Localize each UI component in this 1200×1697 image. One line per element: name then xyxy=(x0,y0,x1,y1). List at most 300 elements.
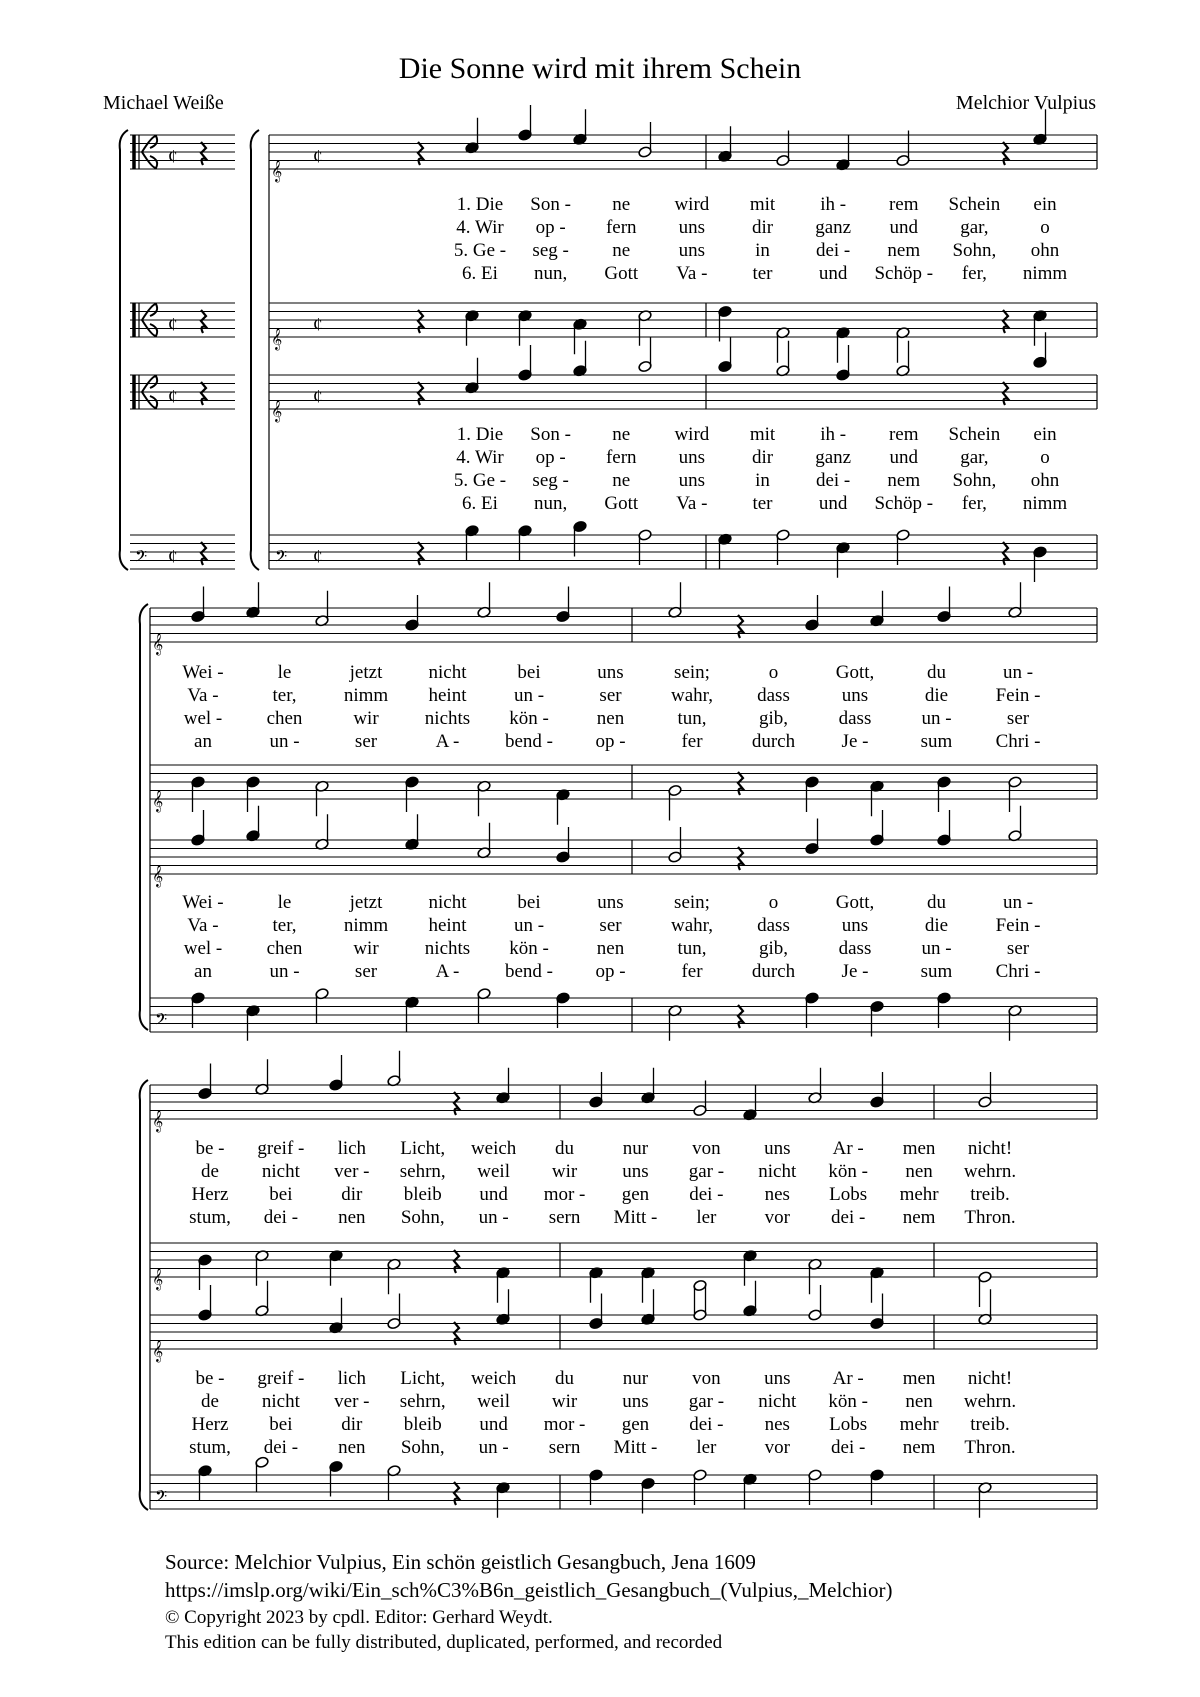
lyric-syllable: dei - xyxy=(831,1207,866,1228)
lyric-syllable: Ar - xyxy=(832,1138,864,1159)
lyric-syllable: sein; xyxy=(674,662,710,683)
lyric-syllable: ne xyxy=(612,194,631,215)
lyric-syllable: nes xyxy=(764,1184,790,1205)
lyric-syllable: in xyxy=(755,470,770,491)
lyric-syllable: ser xyxy=(354,961,378,982)
license-note: This edition can be fully distributed, duplicated, performed, and recorded xyxy=(165,1632,723,1654)
lyric-syllable: in xyxy=(755,240,770,261)
lyric-syllable: sern xyxy=(548,1437,581,1458)
lyric-syllable: Sohn, xyxy=(952,240,997,261)
bass-clef: 𝄢 xyxy=(135,548,148,570)
lyric-syllable: Licht, xyxy=(400,1368,446,1389)
time-signature: ¢ xyxy=(168,546,178,568)
lyric-syllable: dir xyxy=(341,1414,363,1435)
system-bracket xyxy=(140,1080,148,1510)
lyric-syllable: sern xyxy=(548,1207,581,1228)
lyric-syllable: nen xyxy=(338,1207,366,1228)
lyric-syllable: gar - xyxy=(688,1161,725,1182)
lyric-syllable: 1. Die xyxy=(456,424,504,445)
lyric-syllable: dir xyxy=(751,217,774,238)
lyric-syllable: an xyxy=(194,731,212,752)
lyric-syllable: Je - xyxy=(841,731,869,752)
footer xyxy=(165,1548,1165,1656)
lyric-syllable: ser xyxy=(1006,938,1030,959)
lyric-syllable: weich xyxy=(470,1368,517,1389)
lyric-syllable: kön - xyxy=(828,1161,868,1182)
lyric-syllable: wird xyxy=(674,424,710,445)
lyric-syllable: fer xyxy=(681,731,703,752)
lyric-syllable: du xyxy=(555,1368,575,1389)
lyric-syllable: kön - xyxy=(509,938,549,959)
lyric-syllable: ne xyxy=(612,424,631,445)
lyric-syllable: un - xyxy=(478,1207,509,1228)
lyric-syllable: 6. Ei xyxy=(462,493,498,514)
quarter-rest xyxy=(418,382,423,405)
lyric-syllable: nimm xyxy=(1022,493,1068,514)
lyric-syllable: nem xyxy=(902,1437,936,1458)
lyric-syllable: wir xyxy=(353,938,379,959)
lyric-syllable: wehrn. xyxy=(963,1391,1017,1412)
lyric-syllable: und xyxy=(479,1414,508,1435)
lyric-syllable: 6. Ei xyxy=(462,263,498,284)
quarter-rest xyxy=(738,1005,743,1028)
quarter-rest xyxy=(1003,310,1008,333)
lyric-syllable: heint xyxy=(428,685,467,706)
lyric-syllable: die xyxy=(924,685,949,706)
lyric-syllable: ser xyxy=(354,731,378,752)
lyric-syllable: op - xyxy=(535,217,566,238)
time-signature: ¢ xyxy=(168,146,178,168)
lyric-syllable: nicht xyxy=(428,662,467,683)
lyric-syllable: nen xyxy=(596,708,625,729)
lyric-syllable: Schöp - xyxy=(874,263,934,284)
lyric-syllable: durch xyxy=(751,731,796,752)
lyric-syllable: wir xyxy=(551,1161,578,1182)
lyric-syllable: bei xyxy=(269,1184,293,1205)
lyric-syllable: dass xyxy=(757,915,790,936)
source-note: Source: Melchior Vulpius, Ein schön geistlich Gesangbuch, Jena 1609 xyxy=(165,1550,756,1574)
quarter-rest xyxy=(201,382,206,405)
lyric-syllable: rem xyxy=(888,424,919,445)
lyric-syllable: wehrn. xyxy=(963,1161,1017,1182)
lyric-syllable: nem xyxy=(887,470,921,491)
lyric-syllable: fer, xyxy=(961,493,987,514)
lyric-syllable: op - xyxy=(595,731,626,752)
lyric-syllable: dass xyxy=(838,938,872,959)
lyric-syllable: uns xyxy=(597,892,624,913)
lyric-syllable: nicht! xyxy=(967,1138,1013,1159)
lyric-syllable: von xyxy=(692,1368,721,1389)
lyric-syllable: du xyxy=(555,1138,575,1159)
lyric-syllable: ser xyxy=(599,915,622,936)
lyric-syllable: lich xyxy=(337,1138,367,1159)
lyric-syllable: Chri - xyxy=(995,731,1041,752)
lyric-syllable: dei - xyxy=(815,240,851,261)
lyric-syllable: o xyxy=(1040,217,1050,238)
quarter-rest xyxy=(201,310,206,333)
time-signature: ¢ xyxy=(168,314,178,336)
quarter-rest xyxy=(418,542,423,565)
lyric-syllable: Son - xyxy=(530,424,571,445)
lyric-syllable: A - xyxy=(435,961,460,982)
lyric-syllable: ter xyxy=(752,493,773,514)
lyric-syllable: uns xyxy=(622,1161,649,1182)
system-bracket xyxy=(120,130,128,570)
lyric-syllable: wel - xyxy=(183,708,223,729)
lyric-syllable: Son - xyxy=(530,194,571,215)
lyric-syllable: Gott, xyxy=(835,892,875,913)
lyric-syllable: bleib xyxy=(403,1184,442,1205)
lyric-syllable: mehr xyxy=(899,1184,939,1205)
lyric-syllable: Licht, xyxy=(400,1138,446,1159)
system-bracket xyxy=(140,604,148,1030)
lyric-syllable: ne xyxy=(612,240,631,261)
lyric-syllable: 4. Wir xyxy=(456,217,504,238)
lyric-syllable: bleib xyxy=(403,1414,442,1435)
lyric-syllable: nicht xyxy=(261,1391,300,1412)
source-url: https://imslp.org/wiki/Ein_sch%C3%B6n_geistlich_Gesangbuch_(Vulpius,_Melchior) xyxy=(165,1578,893,1603)
lyric-syllable: Gott xyxy=(604,263,639,284)
lyric-syllable: op - xyxy=(595,961,626,982)
lyric-syllable: un - xyxy=(513,915,545,936)
lyric-syllable: dass xyxy=(757,685,790,706)
lyric-syllable: greif - xyxy=(257,1368,305,1389)
lyric-syllable: kön - xyxy=(828,1391,868,1412)
lyric-syllable: nem xyxy=(902,1207,936,1228)
time-signature: ¢ xyxy=(313,146,323,168)
lyric-syllable: wahr, xyxy=(671,685,713,706)
lyric-syllable: seg - xyxy=(532,240,569,261)
lyric-syllable: ih - xyxy=(820,194,847,215)
lyric-syllable: un - xyxy=(921,708,952,729)
lyric-syllable: nicht xyxy=(758,1161,797,1182)
lyric-syllable: nes xyxy=(764,1414,790,1435)
lyric-syllable: ter, xyxy=(272,685,297,706)
quarter-rest xyxy=(738,847,743,870)
lyric-syllable: treib. xyxy=(970,1414,1010,1435)
treble-clef: 𝄞 xyxy=(271,161,283,182)
lyric-syllable: o xyxy=(1040,447,1050,468)
lyric-syllable: stum, xyxy=(189,1437,231,1458)
system-bracket xyxy=(251,130,259,570)
quarter-rest xyxy=(738,615,743,638)
lyric-syllable: un - xyxy=(921,938,952,959)
copyright-note: © Copyright 2023 by cpdl. Editor: Gerhard Weydt. xyxy=(165,1606,553,1628)
lyric-syllable: lich xyxy=(337,1368,367,1389)
lyric-syllable: jetzt xyxy=(349,892,383,913)
lyric-syllable: vor xyxy=(764,1437,790,1458)
lyric-syllable: uns xyxy=(678,447,706,468)
lyric-syllable: Mitt - xyxy=(613,1207,658,1228)
lyric-syllable: Lobs xyxy=(829,1414,868,1435)
quarter-rest xyxy=(418,310,423,333)
lyric-syllable: nicht xyxy=(758,1391,797,1412)
lyric-syllable: dei - xyxy=(689,1184,724,1205)
lyric-syllable: ein xyxy=(1033,424,1057,445)
lyric-syllable: dir xyxy=(341,1184,363,1205)
lyric-syllable: nur xyxy=(622,1138,649,1159)
lyric-syllable: dei - xyxy=(831,1437,866,1458)
lyric-syllable: Herz xyxy=(191,1414,229,1435)
lyric-syllable: ganz xyxy=(815,217,852,238)
lyric-syllable: nun, xyxy=(534,263,568,284)
lyric-syllable: nicht! xyxy=(967,1368,1013,1389)
lyric-syllable: ler xyxy=(696,1437,717,1458)
lyric-syllable: und xyxy=(818,263,848,284)
lyric-syllable: un - xyxy=(478,1437,509,1458)
lyric-syllable: nur xyxy=(622,1368,649,1389)
lyric-syllable: sein; xyxy=(674,892,710,913)
lyric-syllable: mor - xyxy=(543,1414,586,1435)
lyric-syllable: tun, xyxy=(677,708,707,729)
lyric-syllable: dei - xyxy=(689,1414,724,1435)
lyric-syllable: Fein - xyxy=(995,685,1041,706)
lyric-syllable: uns xyxy=(597,662,624,683)
lyric-syllable: uns xyxy=(678,217,706,238)
composer-credit: Melchior Vulpius xyxy=(955,92,1096,114)
quarter-rest xyxy=(738,772,743,795)
lyric-syllable: weil xyxy=(477,1161,510,1182)
quarter-rest xyxy=(201,142,206,165)
lyric-syllable: gib, xyxy=(758,938,789,959)
lyric-syllable: men xyxy=(902,1138,936,1159)
lyric-syllable: de xyxy=(201,1161,219,1182)
lyric-syllable: ganz xyxy=(815,447,852,468)
lyric-syllable: ter, xyxy=(272,915,297,936)
lyric-syllable: wird xyxy=(674,194,710,215)
lyric-syllable: ver - xyxy=(334,1161,370,1182)
lyric-syllable: Mitt - xyxy=(613,1437,658,1458)
quarter-rest xyxy=(454,1482,459,1505)
lyric-syllable: und xyxy=(479,1184,508,1205)
lyric-syllable: op - xyxy=(535,447,566,468)
lyric-syllable: chen xyxy=(266,938,303,959)
lyric-syllable: 5. Ge - xyxy=(453,470,507,491)
bass-clef: 𝄢 xyxy=(155,1488,168,1510)
lyric-syllable: mor - xyxy=(543,1184,586,1205)
lyric-syllable: an xyxy=(194,961,212,982)
lyric-syllable: ler xyxy=(696,1207,717,1228)
lyric-syllable: und xyxy=(818,493,848,514)
treble-clef: 𝄞 xyxy=(152,866,164,887)
lyric-syllable: sum xyxy=(920,961,953,982)
lyric-syllable: Wei - xyxy=(182,892,224,913)
lyric-syllable: Schein xyxy=(948,424,1001,445)
lyric-syllable: ih - xyxy=(820,424,847,445)
lyric-syllable: fer xyxy=(681,961,703,982)
lyric-syllable: Thron. xyxy=(964,1437,1016,1458)
lyric-syllable: 4. Wir xyxy=(456,447,504,468)
lyric-syllable: A - xyxy=(435,731,460,752)
time-signature: ¢ xyxy=(313,546,323,568)
lyric-syllable: ein xyxy=(1033,194,1057,215)
lyric-syllable: un - xyxy=(1002,662,1034,683)
lyric-syllable: uns xyxy=(764,1138,791,1159)
lyric-syllable: wahr, xyxy=(671,915,713,936)
lyric-syllable: un - xyxy=(513,685,545,706)
lyric-syllable: uns xyxy=(622,1391,649,1412)
lyric-syllable: uns xyxy=(678,240,706,261)
lyric-syllable: von xyxy=(692,1138,721,1159)
lyric-syllable: un - xyxy=(269,961,300,982)
lyric-syllable: Va - xyxy=(187,685,219,706)
lyric-syllable: Sohn, xyxy=(400,1207,445,1228)
lyric-syllable: gar - xyxy=(688,1391,725,1412)
lyric-syllable: gar, xyxy=(960,217,989,238)
lyric-syllable: nen xyxy=(905,1161,933,1182)
lyric-syllable: men xyxy=(902,1368,936,1389)
lyric-syllable: Schein xyxy=(948,194,1001,215)
lyric-syllable: nicht xyxy=(428,892,467,913)
time-signature: ¢ xyxy=(313,386,323,408)
lyric-syllable: durch xyxy=(751,961,796,982)
lyric-syllable: seg - xyxy=(532,470,569,491)
bass-clef: 𝄢 xyxy=(275,548,288,570)
lyric-syllable: kön - xyxy=(509,708,549,729)
lyric-syllable: fer, xyxy=(961,263,987,284)
lyric-syllable: un - xyxy=(269,731,300,752)
lyric-syllable: weich xyxy=(470,1138,517,1159)
lyric-syllable: bend - xyxy=(504,731,554,752)
lyric-syllable: dir xyxy=(751,447,774,468)
lyric-syllable: stum, xyxy=(189,1207,231,1228)
time-signature: ¢ xyxy=(168,386,178,408)
lyric-syllable: be - xyxy=(195,1368,225,1389)
lyric-syllable: ver - xyxy=(334,1391,370,1412)
lyric-syllable: Chri - xyxy=(995,961,1041,982)
treble-clef: 𝄞 xyxy=(271,329,283,350)
lyric-syllable: fern xyxy=(605,217,637,238)
lyric-syllable: die xyxy=(924,915,949,936)
treble-clef: 𝄞 xyxy=(152,1111,164,1132)
poet-credit: Michael Weiße xyxy=(103,92,224,114)
lyric-syllable: Gott, xyxy=(835,662,875,683)
lyric-syllable: wir xyxy=(551,1391,578,1412)
lyric-syllable: dei - xyxy=(815,470,851,491)
lyric-syllable: treib. xyxy=(970,1184,1010,1205)
lyric-syllable: ser xyxy=(1006,708,1030,729)
quarter-rest xyxy=(1003,382,1008,405)
lyric-syllable: gen xyxy=(621,1414,650,1435)
lyric-syllable: weil xyxy=(477,1391,510,1412)
quarter-rest xyxy=(1003,142,1008,165)
lyric-syllable: 1. Die xyxy=(456,194,504,215)
lyric-syllable: du xyxy=(927,892,946,913)
lyric-syllable: nen xyxy=(596,938,625,959)
lyric-syllable: bei xyxy=(269,1414,293,1435)
lyric-syllable: nen xyxy=(905,1391,933,1412)
lyric-syllable: Schöp - xyxy=(874,493,934,514)
lyric-syllable: heint xyxy=(428,915,467,936)
lyric-syllable: nem xyxy=(887,240,921,261)
lyric-syllable: nen xyxy=(338,1437,366,1458)
lyric-syllable: Sohn, xyxy=(400,1437,445,1458)
lyric-syllable: ser xyxy=(599,685,622,706)
lyric-syllable: o xyxy=(768,662,779,683)
lyric-syllable: Lobs xyxy=(829,1184,868,1205)
lyric-syllable: Va - xyxy=(676,263,708,284)
lyric-syllable: Ar - xyxy=(832,1368,864,1389)
lyric-syllable: und xyxy=(889,447,918,468)
lyric-syllable: uns xyxy=(678,470,706,491)
lyric-syllable: dei - xyxy=(263,1437,299,1458)
lyric-syllable: 5. Ge - xyxy=(453,240,507,261)
treble-clef: 𝄞 xyxy=(152,634,164,655)
lyric-syllable: wel - xyxy=(183,938,223,959)
lyric-syllable: gar, xyxy=(960,447,989,468)
lyric-syllable: jetzt xyxy=(349,662,383,683)
lyric-syllable: nimm xyxy=(343,915,389,936)
lyric-syllable: nichts xyxy=(424,938,471,959)
treble-clef: 𝄞 xyxy=(152,1341,164,1362)
quarter-rest xyxy=(418,142,423,165)
lyric-syllable: chen xyxy=(266,708,303,729)
lyric-syllable: nimm xyxy=(1022,263,1068,284)
lyric-syllable: ne xyxy=(612,470,631,491)
lyric-syllable: Fein - xyxy=(995,915,1041,936)
lyric-syllable: Gott xyxy=(604,493,639,514)
lyric-syllable: mehr xyxy=(899,1414,939,1435)
treble-clef: 𝄞 xyxy=(271,401,283,422)
lyric-syllable: de xyxy=(201,1391,219,1412)
lyric-syllable: sehrn, xyxy=(399,1391,446,1412)
lyric-syllable: uns xyxy=(841,915,869,936)
lyric-syllable: Herz xyxy=(191,1184,229,1205)
lyric-syllable: vor xyxy=(764,1207,790,1228)
lyric-syllable: rem xyxy=(888,194,919,215)
lyric-syllable: Thron. xyxy=(964,1207,1016,1228)
lyric-syllable: greif - xyxy=(257,1138,305,1159)
lyric-syllable: le xyxy=(277,892,292,913)
lyric-syllable: dass xyxy=(838,708,872,729)
lyric-syllable: bei xyxy=(517,892,541,913)
time-signature: ¢ xyxy=(313,314,323,336)
lyric-syllable: gen xyxy=(621,1184,650,1205)
lyric-syllable: uns xyxy=(764,1368,791,1389)
lyric-syllable: ohn xyxy=(1030,240,1060,261)
bass-clef: 𝄢 xyxy=(155,1011,168,1033)
lyric-syllable: tun, xyxy=(677,938,707,959)
lyric-syllable: bei xyxy=(517,662,541,683)
lyric-syllable: nimm xyxy=(343,685,389,706)
lyric-syllable: Va - xyxy=(187,915,219,936)
lyric-syllable: Wei - xyxy=(182,662,224,683)
lyric-syllable: fern xyxy=(605,447,637,468)
quarter-rest xyxy=(454,1322,459,1345)
quarter-rest xyxy=(454,1092,459,1115)
lyric-syllable: sum xyxy=(920,731,953,752)
lyric-syllable: o xyxy=(768,892,779,913)
quarter-rest xyxy=(201,542,206,565)
lyric-syllable: ohn xyxy=(1030,470,1060,491)
treble-clef: 𝄞 xyxy=(152,791,164,812)
lyric-syllable: nicht xyxy=(261,1161,300,1182)
lyric-syllable: sehrn, xyxy=(399,1161,446,1182)
lyric-syllable: nichts xyxy=(424,708,471,729)
lyric-syllable: und xyxy=(889,217,918,238)
lyric-syllable: nun, xyxy=(534,493,568,514)
quarter-rest xyxy=(454,1250,459,1273)
quarter-rest xyxy=(1003,542,1008,565)
lyric-syllable: be - xyxy=(195,1138,225,1159)
lyric-syllable: le xyxy=(277,662,292,683)
lyric-syllable: ter xyxy=(752,263,773,284)
lyric-syllable: Va - xyxy=(676,493,708,514)
lyric-syllable: un - xyxy=(1002,892,1034,913)
lyric-syllable: uns xyxy=(841,685,869,706)
lyric-syllable: mit xyxy=(749,194,776,215)
lyric-syllable: mit xyxy=(749,424,776,445)
